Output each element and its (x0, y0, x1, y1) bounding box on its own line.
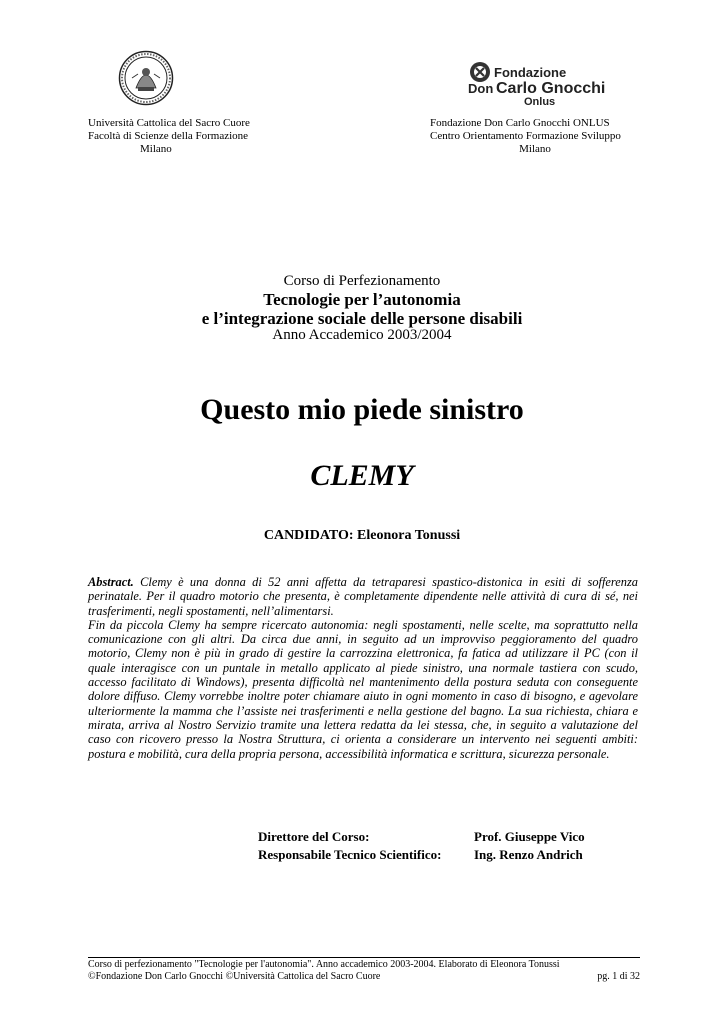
logo-word-onlus: Onlus (524, 96, 556, 108)
foundation-name: Fondazione Don Carlo Gnocchi ONLUS (430, 117, 610, 129)
technical-manager-name: Ing. Renzo Andrich (474, 847, 583, 862)
footer-copyright: ©Fondazione Don Carlo Gnocchi ©Università Cattolica del Sacro Cuore (88, 971, 381, 982)
logo-word-fondazione: Fondazione (494, 65, 567, 80)
technical-manager-role: Responsabile Tecnico Scientifico: (258, 847, 442, 862)
director-role: Direttore del Corso: (258, 829, 370, 844)
abstract-text-1: Clemy è una donna di 52 anni affetta da tetraparesi spastico-distonica in esiti di sofferenza perinatale. Per il quadro motorio che presenta, è completamente dipendente nelle attività di cura di sé, nei trasferimenti, negli spostamenti, nell’alimentarsi. (88, 575, 638, 618)
academic-year: Anno Accademico 2003/2004 (272, 327, 452, 343)
directors-block (258, 828, 585, 864)
abstract-paragraph-1 (88, 575, 638, 618)
foundation-center: Centro Orientamento Formazione Sviluppo (430, 130, 621, 142)
page-footer (88, 959, 640, 983)
university-seal-icon (118, 50, 174, 106)
university-city: Milano (140, 143, 172, 155)
footer-second-line (88, 971, 640, 983)
faculty-name: Facoltà di Scienze della Formazione (88, 130, 249, 142)
course-title-line2: e l’integrazione sociale delle persone disabili (201, 309, 523, 328)
foundation-header (430, 117, 640, 156)
footer-course-line: Corso di perfezionamento "Tecnologie per l'autonomia". Anno accademico 2003-2004. Elaborato di Eleonora Tonussi (88, 959, 560, 970)
course-label: Corso di Perfezionamento (283, 273, 441, 289)
footer-divider (88, 957, 640, 958)
course-title-line1: Tecnologie per l’autonomia (263, 290, 461, 309)
fondazione-logo (466, 60, 606, 112)
university-name: Università Cattolica del Sacro Cuore (88, 117, 250, 129)
foundation-city: Milano (519, 143, 551, 155)
fondazione-emblem-icon (470, 62, 490, 82)
document-subtitle: CLEMY (310, 459, 414, 492)
director-row (258, 828, 585, 846)
abstract (88, 575, 638, 761)
logo-word-carlo-gnocchi: Carlo Gnocchi (496, 80, 606, 97)
page-number: pg. 1 di 32 (597, 971, 640, 982)
candidate-line: CANDIDATO: Eleonora Tonussi (263, 528, 461, 543)
abstract-paragraph-2: Fin da piccola Clemy ha sempre ricercato autonomia: negli spostamenti, nelle scelte, ma soprattutto nella comunicazione con gli altri. Da circa due anni, in seguito ad un improvviso peggioramento del quadro motorio, Clemy non è più in grado di gestire la carrozzina elettronica, fa fatica ad utilizzare il PC (con il quale interagisce con un puntale in metallo applicato al piede sinistro, una normale tastiera con scudo, accesso facilitato di Windows), presenta difficoltà nel mantenimento della postura seduta con conseguente dolore diffuso. Clemy vorrebbe inoltre poter chiamare aiuto in ogni momento in caso di bisogno, e agevolare ulteriormente la mamma che l’assiste nei trasferimenti e nella gestione del bagno. La sua richiesta, chiara e mirata, arriva al Nostro Servizio tramite una lettera redatta da lei stessa, che, in seguito a valutazione del caso con ricovero presso la Nostra Struttura, ci orienta a considerare un intervento nei seguenti ambiti: postura e mobilità, cura della propria persona, accessibilità informatica e scrittura, sicurezza personale. (88, 617, 638, 761)
director-name: Prof. Giuseppe Vico (474, 829, 585, 844)
document-title: Questo mio piede sinistro (200, 393, 524, 426)
abstract-lead: Abstract. (88, 575, 134, 589)
technical-manager-row (258, 846, 585, 864)
logo-word-don: Don (468, 81, 494, 96)
university-header (88, 117, 288, 156)
